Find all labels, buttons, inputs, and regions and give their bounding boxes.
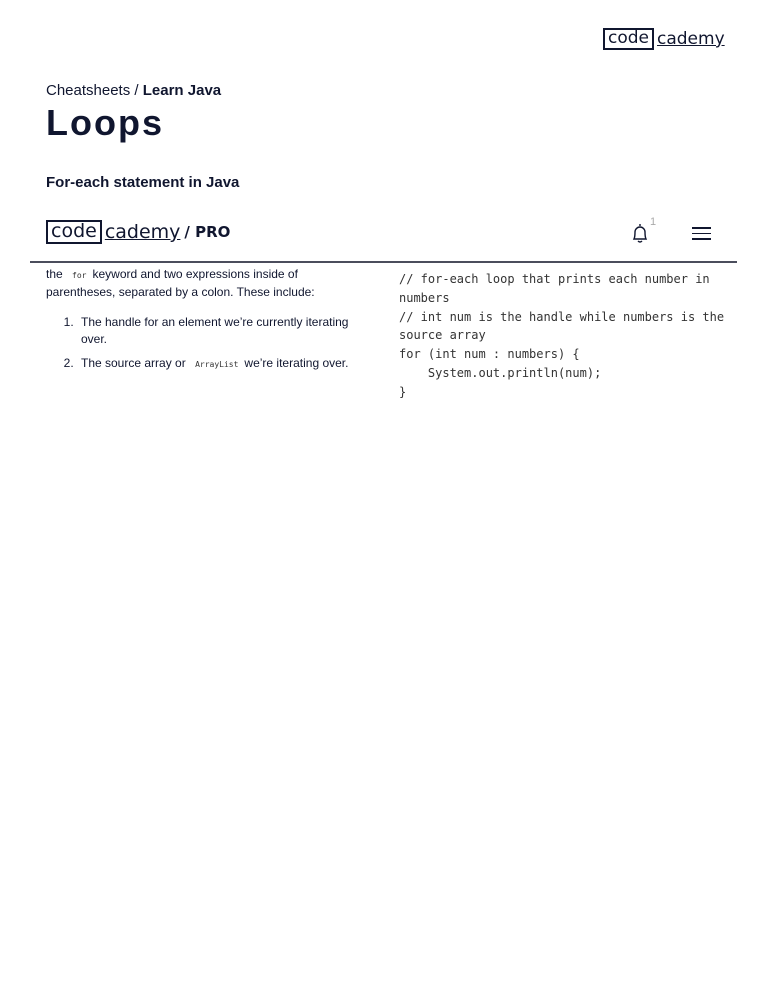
page-title: Loops (46, 102, 164, 143)
para-text: the (46, 267, 63, 281)
list-item: 1. The handle for an element we’re currently iterating over. (77, 314, 357, 348)
list-item (77, 355, 357, 373)
breadcrumb-current[interactable]: Learn Java (142, 82, 222, 99)
section-title: For-each statement in Java (46, 174, 240, 191)
notification-count: 1 (650, 216, 657, 228)
menu-icon[interactable] (692, 227, 711, 244)
logo-text: cademy (657, 28, 725, 49)
inline-code: for (72, 271, 87, 280)
codecademy-pro-logo[interactable] (46, 220, 230, 244)
header-divider (30, 261, 737, 263)
breadcrumb (46, 82, 221, 99)
breadcrumb-parent[interactable]: Cheatsheets (46, 82, 131, 99)
para-text: keyword and two expressions inside of parentheses, separated by a colon. These include: (46, 267, 315, 299)
section-paragraph (46, 266, 346, 301)
logo-box: code (603, 28, 654, 50)
pro-label: / PRO (184, 222, 231, 241)
item-list (46, 314, 357, 380)
item-text: The source array or (81, 356, 186, 370)
bell-icon[interactable] (630, 222, 650, 244)
breadcrumb-separator: / (130, 82, 143, 99)
code-block: // for-each loop that prints each number in numbers // int num is the handle while numbers is the source array for (int num : numbers) { System.out.println(num); } (399, 272, 725, 399)
codecademy-logo[interactable] (603, 28, 725, 50)
logo-box: code (46, 220, 102, 244)
inline-code: ArrayList (195, 360, 239, 369)
item-text: we’re iterating over. (244, 356, 349, 370)
logo-text: cademy (104, 220, 181, 243)
